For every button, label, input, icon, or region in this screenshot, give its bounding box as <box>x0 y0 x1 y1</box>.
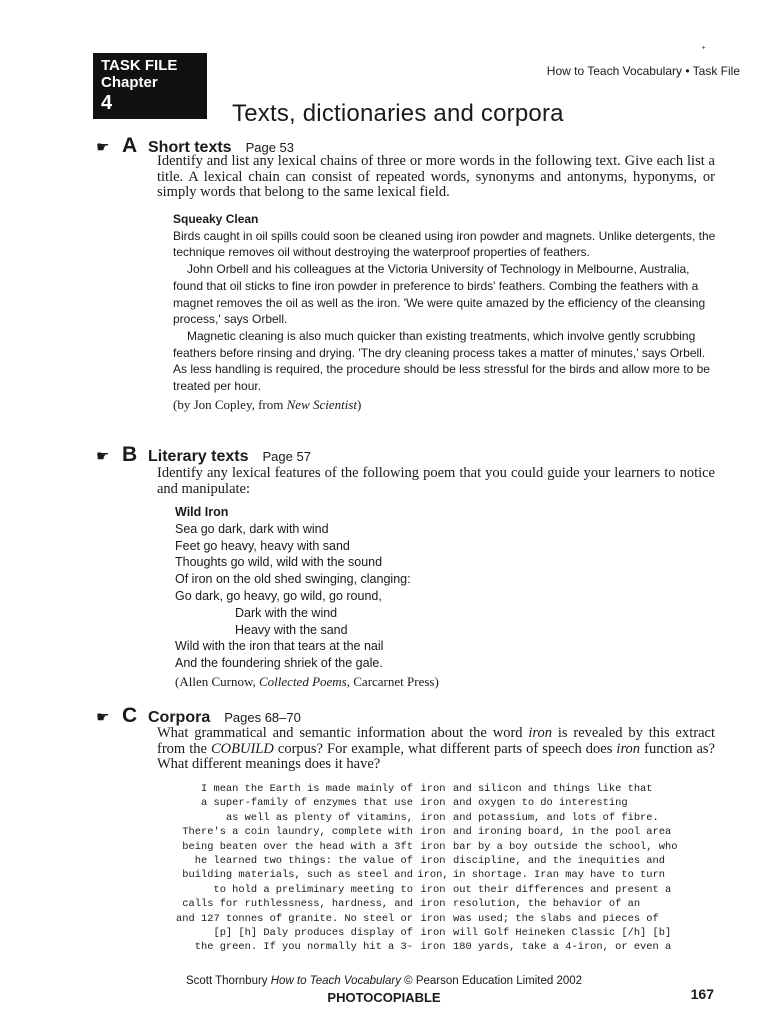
concordance-line <box>150 796 730 810</box>
concordance-node-word: iron <box>420 811 446 824</box>
concordance-left-context: building materials, such as steel and <box>182 869 413 882</box>
section-c-heading <box>96 704 301 726</box>
concordance-left-context: calls for ruthlessness, hardness, and <box>182 898 413 911</box>
concordance-node-word: iron <box>420 912 446 925</box>
text-title: Squeaky Clean <box>173 212 259 226</box>
concordance-left-context: There's a coin laundry, complete with <box>182 826 413 839</box>
concordance-node-word: iron <box>420 883 446 896</box>
concordance-line <box>150 825 730 839</box>
concordance-node-word: iron <box>420 927 446 940</box>
section-b-instruction: Identify any lexical features of the following poem that you could guide your learners to notice and manipulate: <box>157 465 715 497</box>
concordance-right-context: will Golf Heineken Classic [/h] [b] <box>453 927 672 940</box>
poem-line: Heavy with the sand <box>235 622 348 637</box>
poem-line: Dark with the wind <box>235 605 338 620</box>
copyright-book-title: How to Teach Vocabulary <box>270 975 401 987</box>
copyright-publisher: © Pearson Education Limited 2002 <box>400 975 583 987</box>
concordance-left-context: I mean the Earth is made mainly of <box>200 783 413 795</box>
section-title: Literary texts <box>148 448 249 465</box>
concordance-table <box>150 782 730 955</box>
concordance-line <box>150 940 730 954</box>
concordance-left-context: a super-family of enzymes that use <box>200 797 413 810</box>
concordance-node-word: iron <box>420 797 446 810</box>
poem-line: Of iron on the old shed swinging, clanging: <box>175 572 411 587</box>
section-a-instruction: Identify and list any lexical chains of three or more words in the following text. Give each list a title. A lexical chain can consist of repeated words, synonyms and antonyms, hyponyms, or simply words that belong to the same lexical field. <box>157 153 715 200</box>
chapter-number: 4 <box>101 92 113 114</box>
paragraph: John Orbell and his colleagues at the Victoria University of Technology in Melbourne, Australia, found that oil sticks to fine iron powder in preference to birds' feathers. Combing the feathers with a magnet removes the oil as well as the iron. 'We were quite amazed by the efficiency of the cleansing process,' says Orbell. <box>173 262 706 327</box>
pointing-hand-icon: ☛ <box>96 139 110 156</box>
concordance-left-context: the green. If you normally hit a 3- <box>194 941 413 954</box>
credit-prefix: (by Jon Copley, from <box>173 396 287 412</box>
page-title: Texts, dictionaries and corpora <box>232 100 564 127</box>
page-reference: Page 57 <box>262 449 311 464</box>
page-reference: Page 53 <box>245 140 295 155</box>
concordance-right-context: and potassium, and lots of fibre. <box>453 811 659 824</box>
section-letter: A <box>122 134 138 157</box>
concordance-node-word: iron <box>420 941 446 954</box>
section-title: Short texts <box>148 139 232 156</box>
pointing-hand-icon: ☛ <box>96 448 110 465</box>
poem-line: Feet go heavy, heavy with sand <box>175 538 350 553</box>
instruction-text: function as? What different meanings does it have? <box>157 740 715 772</box>
credit-prefix: (Allen Curnow, <box>175 673 260 689</box>
concordance-left-context: being beaten over the head with a 3ft <box>182 840 413 853</box>
concordance-node-word: iron <box>420 840 446 853</box>
concordance-line <box>150 854 730 868</box>
instruction-text: corpus? For example, what different parts of speech does <box>273 740 617 757</box>
section-letter: B <box>122 443 138 466</box>
poem-line: And the foundering shriek of the gale. <box>175 656 383 671</box>
concordance-line <box>150 912 730 926</box>
concordance-left-context: he learned two things: the value of <box>194 855 413 868</box>
concordance-right-context: bar by a boy outside the school, who <box>453 840 678 853</box>
concordance-left-context: [p] [h] Daly produces display of <box>213 927 413 940</box>
photocopiable-label: PHOTOCOPIABLE <box>327 990 441 1005</box>
pointing-hand-icon: ☛ <box>96 709 110 726</box>
section-title: Corpora <box>148 709 211 726</box>
poem-line: Go dark, go heavy, go wild, go round, <box>175 588 382 603</box>
paragraph: Birds caught in oil spills could soon be cleaned using iron powder and magnets. Unlike detergents, the technique removes oil without destroying the waterproof properties of feathers. <box>173 228 716 260</box>
poem-title: Wild Iron <box>175 505 229 519</box>
concordance-node-word: iron <box>420 783 446 795</box>
concordance-line <box>150 926 730 940</box>
concordance-node-word: iron <box>420 855 446 868</box>
section-letter: C <box>122 704 138 727</box>
poem-credit <box>175 674 695 691</box>
section-c-instruction <box>157 726 715 773</box>
corner-mark: ⁺ <box>701 44 706 54</box>
paragraph: Magnetic cleaning is also much quicker than existing treatments, which involve gently scrubbing feathers before rinsing and drying. 'The dry cleaning process takes a matter of minutes,' says Orbell. As less handling is required, the procedure should be less stressful for the birds and allow more to be treated per hour. <box>173 328 710 394</box>
chapter-label: Chapter <box>101 74 158 91</box>
task-file-badge <box>93 53 207 119</box>
page-reference: Pages 68–70 <box>224 710 301 725</box>
copyright-author: Scott Thornbury <box>185 975 271 987</box>
instruction-italic: iron <box>528 725 553 741</box>
poem-line: Thoughts go wild, wild with the sound <box>175 555 383 570</box>
instruction-italic: COBUILD <box>211 740 274 757</box>
instruction-text: What grammatical and semantic information about the word <box>157 725 529 741</box>
concordance-node-word: iron <box>420 826 446 839</box>
concordance-left-context: to hold a preliminary meeting to <box>213 883 413 896</box>
concordance-left-context: and 127 tonnes of granite. No steel or <box>176 912 413 925</box>
concordance-line <box>150 840 730 854</box>
short-text-passage <box>173 211 718 413</box>
concordance-node-word: iron <box>420 898 446 911</box>
task-file-label: TASK FILE <box>101 57 178 74</box>
concordance-line <box>150 782 730 796</box>
running-head: How to Teach Vocabulary • Task File <box>546 64 740 78</box>
concordance-line <box>150 811 730 825</box>
concordance-left-context: as well as plenty of vitamins, <box>225 811 413 824</box>
instruction-italic: iron <box>616 740 641 757</box>
poem-line: Wild with the iron that tears at the nail <box>175 639 384 654</box>
text-credit <box>173 397 718 414</box>
concordance-right-context: 180 yards, take a 4-iron, or even a <box>453 941 672 954</box>
concordance-right-context: and ironing board, in the pool area <box>453 826 672 839</box>
concordance-right-context: in shortage. Iran may have to turn <box>453 869 666 882</box>
concordance-line <box>150 868 730 882</box>
credit-source: New Scientist <box>286 396 358 412</box>
page-number: 167 <box>690 986 714 1002</box>
concordance-line <box>150 883 730 897</box>
section-b-heading <box>96 443 311 465</box>
concordance-right-context: and silicon and things like that <box>453 783 653 795</box>
credit-suffix: ) <box>357 396 362 412</box>
poem-line: Sea go dark, dark with wind <box>175 521 329 536</box>
concordance-right-context: discipline, and the inequities and <box>453 855 666 868</box>
concordance-line <box>150 897 730 911</box>
credit-suffix: , Carcarnet Press) <box>346 673 439 689</box>
credit-source: Collected Poems <box>259 673 347 689</box>
concordance-right-context: and oxygen to do interesting <box>453 797 628 810</box>
copyright-line <box>0 975 768 987</box>
concordance-right-context: out their differences and present a <box>453 883 672 896</box>
concordance-right-context: was used; the slabs and pieces of <box>453 912 659 925</box>
instruction-text: is revealed by this extract from the <box>157 725 715 757</box>
concordance-node-word: iron, <box>417 869 449 882</box>
concordance-right-context: resolution, the behavior of an <box>453 898 641 911</box>
poem <box>175 504 695 691</box>
